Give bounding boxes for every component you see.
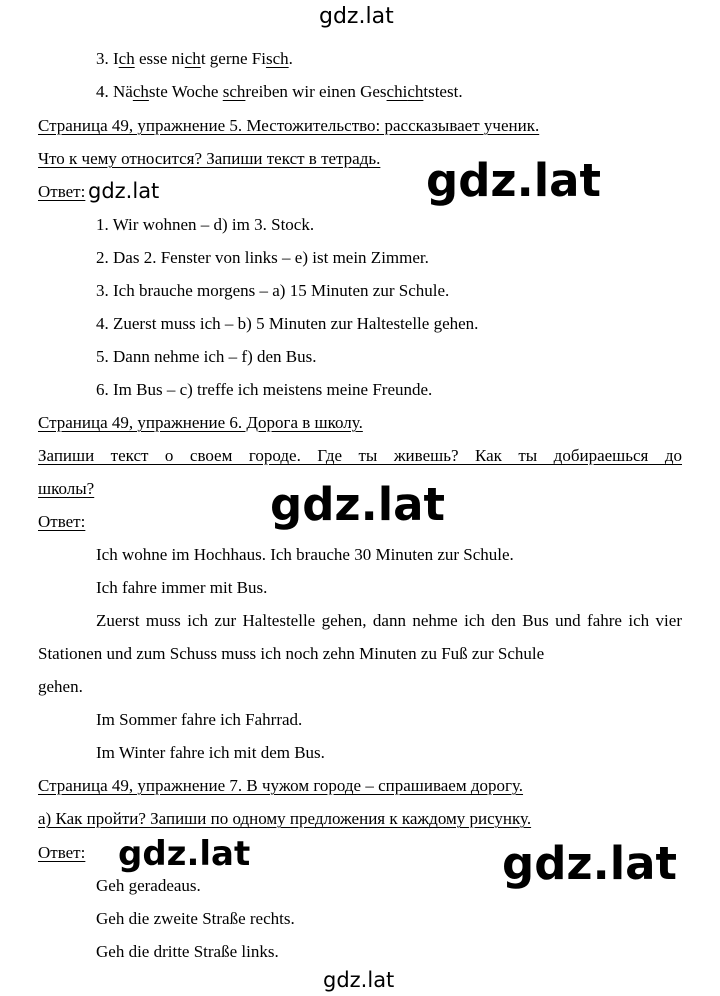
watermark-large-1: gdz.lat xyxy=(426,154,602,207)
item-4: 4. Nächste Woche schreiben wir einen Geschichtstest. xyxy=(96,82,463,101)
item-3: 3. Ich esse nicht gerne Fisch. xyxy=(96,49,293,68)
ex6-line-3: Im Sommer fahre ich Fahrrad. xyxy=(96,710,303,729)
ex5-answer-label: Ответ: xyxy=(38,182,86,201)
watermark-large-3: gdz.lat xyxy=(118,834,251,874)
ex7-answer-2: Geh die zweite Straße rechts. xyxy=(96,909,295,928)
ex5-answer-3: 3. Ich brauche morgens – a) 15 Minuten zur Schule. xyxy=(96,281,450,300)
ex7-answer-label: Ответ: xyxy=(38,843,86,862)
watermark-top: gdz.lat xyxy=(319,4,394,29)
ex7-heading: Страница 49, упражнение 7. В чужом городе – спрашиваем дорогу. xyxy=(38,776,524,795)
ex6-line-2: Ich fahre immer mit Bus. xyxy=(96,578,268,597)
watermark-bottom: gdz.lat xyxy=(323,968,395,992)
watermark-large-2: gdz.lat xyxy=(270,478,446,531)
watermark-inline: gdz.lat xyxy=(88,179,160,203)
ex7-answer-3: Geh die dritte Straße links. xyxy=(96,942,279,961)
ex5-answer-2: 2. Das 2. Fenster von links – e) ist mein Zimmer. xyxy=(96,248,429,267)
ex5-answer-5: 5. Dann nehme ich – f) den Bus. xyxy=(96,347,317,366)
ex7-answer-1: Geh geradeaus. xyxy=(96,876,201,895)
ex6-answer-label: Ответ: xyxy=(38,512,86,531)
ex6-task-line2: школы? xyxy=(38,479,95,498)
ex6-task-line1: Запиши текст о своем городе. Где ты живешь? Как ты добираешься до xyxy=(38,446,682,465)
ex6-line-4: Im Winter fahre ich mit dem Bus. xyxy=(96,743,325,762)
ex5-answer-1: 1. Wir wohnen – d) im 3. Stock. xyxy=(96,215,315,234)
ex5-answer-6: 6. Im Bus – c) treffe ich meistens meine Freunde. xyxy=(96,380,433,399)
ex5-heading: Страница 49, упражнение 5. Местожительство: рассказывает ученик. xyxy=(38,116,540,135)
ex5-task: Что к чему относится? Запиши текст в тетрадь. xyxy=(38,149,381,168)
ex6-paragraph: Zuerst muss ich zur Haltestelle gehen, dann nehme ich den Bus und fahre ich vier Stationen und zum Schuss muss ich noch zehn Minuten zu Fuß zur Schule gehen. xyxy=(38,611,682,696)
ex7-task: а) Как пройти? Запиши по одному предложения к каждому рисунку. xyxy=(38,809,532,828)
watermark-large-4: gdz.lat xyxy=(502,837,678,890)
ex5-answer-4: 4. Zuerst muss ich – b) 5 Minuten zur Haltestelle gehen. xyxy=(96,314,479,333)
ex6-line-1: Ich wohne im Hochhaus. Ich brauche 30 Minuten zur Schule. xyxy=(96,545,514,564)
ex6-heading: Страница 49, упражнение 6. Дорога в школу. xyxy=(38,413,363,432)
